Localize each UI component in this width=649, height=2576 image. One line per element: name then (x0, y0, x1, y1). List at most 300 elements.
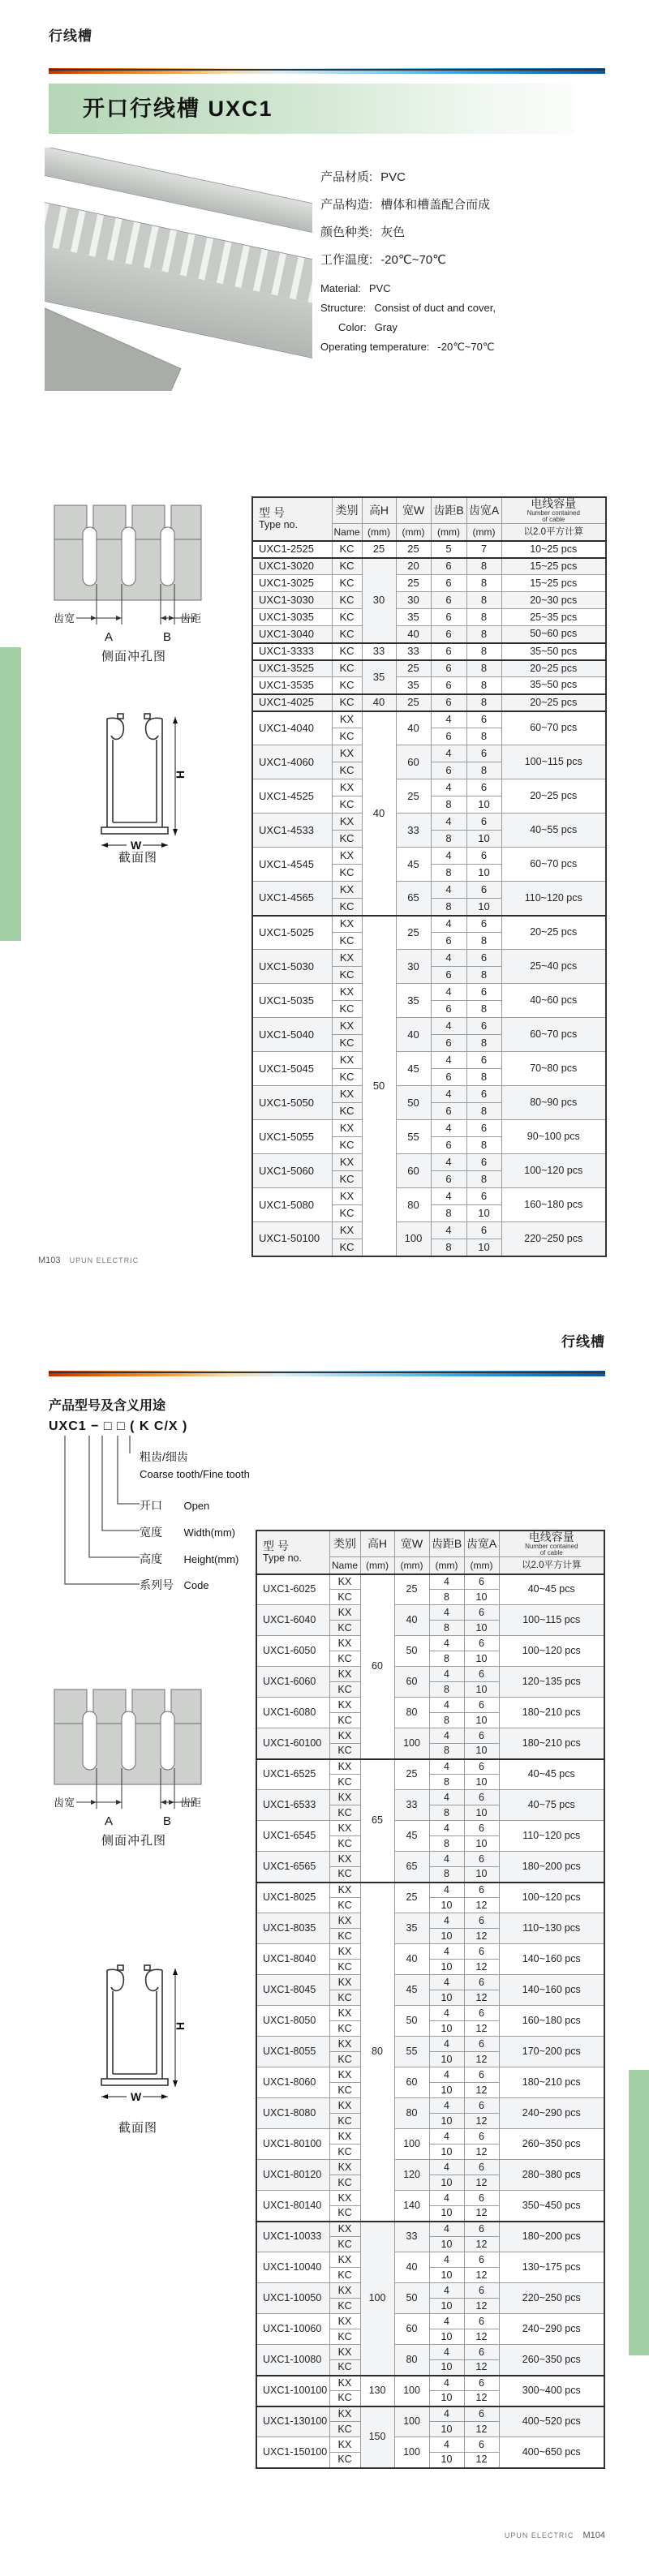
tooth-cell: 6 (464, 2314, 499, 2329)
table-row (256, 1636, 604, 1651)
name-cell: KX (329, 1636, 360, 1651)
type-cell: UXC1-5080 (252, 1188, 332, 1222)
table-row (256, 1821, 604, 1836)
table-row (256, 2191, 604, 2206)
tooth-cell: 12 (464, 2145, 499, 2160)
name-cell: KX (332, 1154, 362, 1171)
pitch-cell: 6 (431, 1137, 466, 1154)
pitch-cell: 6 (431, 694, 466, 711)
width-cell: 25 (396, 694, 431, 711)
pitch-cell: 8 (429, 1775, 464, 1790)
pitch-cell: 6 (431, 575, 466, 592)
type-cell: UXC1-6565 (256, 1852, 329, 1883)
pitch-header: 齿距B (429, 1531, 464, 1557)
pitch-cell: 4 (429, 1636, 464, 1651)
tooth-cell: 12 (464, 2299, 499, 2314)
type-cell: UXC1-2525 (252, 541, 332, 558)
name-cell: KC (332, 728, 362, 745)
page1-product-banner (49, 84, 574, 134)
legend-open: 开口 Open (140, 1499, 210, 1512)
name-cell: KX (332, 916, 362, 933)
width-cell: 45 (394, 1821, 429, 1852)
capacity-cell: 110~120 pcs (501, 882, 606, 916)
table-row (252, 1018, 606, 1035)
height-cell: 50 (362, 916, 396, 1256)
page2-green-sidebar (629, 2070, 649, 2355)
table-row (252, 694, 606, 711)
type-cell: UXC1-8040 (256, 1944, 329, 1975)
width-cell: 25 (396, 575, 431, 592)
name-cell: KX (332, 814, 362, 831)
name-cell: KC (332, 558, 362, 575)
width-cell: 35 (396, 677, 431, 694)
name-cell: KX (332, 984, 362, 1001)
table-row (252, 950, 606, 967)
tooth-cell: 12 (464, 2052, 499, 2067)
name-cell: KX (329, 1913, 360, 1929)
name-cell: KC (329, 1960, 360, 1975)
capacity-cell: 180~200 pcs (499, 1852, 604, 1883)
page2-footer (454, 2531, 605, 2540)
table-row (252, 1154, 606, 1171)
width-cell: 33 (396, 814, 431, 848)
name-cell: KX (329, 2283, 360, 2299)
height-unit: (mm) (360, 1557, 394, 1574)
type-cell: UXC1-50100 (252, 1222, 332, 1256)
table-row (252, 814, 606, 831)
name-cell: KC (332, 1035, 362, 1052)
pitch-cell: 4 (429, 2376, 464, 2391)
type-cell: UXC1-5055 (252, 1120, 332, 1154)
capacity-cell: 180~210 pcs (499, 2067, 604, 2098)
pitch-cell: 4 (429, 1728, 464, 1744)
width-cell: 50 (394, 1636, 429, 1667)
tooth-cell: 8 (466, 1171, 501, 1188)
pitch-cell: 8 (431, 1205, 466, 1222)
name-cell: KC (329, 1775, 360, 1790)
capacity-cell: 35~50 pcs (501, 677, 606, 694)
pitch-cell: 4 (429, 1944, 464, 1960)
capacity-cell: 110~130 pcs (499, 1913, 604, 1944)
pitch-cell: 10 (429, 2299, 464, 2314)
tooth-cell: 6 (464, 2098, 499, 2114)
name-cell: KX (329, 1821, 360, 1836)
name-cell: KX (332, 779, 362, 796)
tooth-unit: (mm) (464, 1557, 499, 1574)
capacity-header-en2: of cable (542, 516, 565, 524)
pitch-cell: 8 (429, 1805, 464, 1821)
width-cell: 50 (394, 2006, 429, 2037)
width-header: 宽W (394, 1531, 429, 1557)
name-cell: KC (329, 1898, 360, 1913)
type-cell: UXC1-3525 (252, 660, 332, 677)
table-row (252, 711, 606, 728)
spec-structure-cn: 产品构造: 槽体和槽盖配合而成 (320, 198, 491, 212)
pitch-cell: 4 (429, 1667, 464, 1682)
tooth-cell: 8 (466, 694, 501, 711)
name-cell: KX (329, 2006, 360, 2021)
pitch-cell: 10 (429, 2021, 464, 2037)
type-cell: UXC1-80100 (256, 2129, 329, 2160)
type-cell: UXC1-3030 (252, 592, 332, 609)
pitch-cell: 10 (429, 1990, 464, 2006)
tooth-cell: 6 (464, 2129, 499, 2145)
name-cell: KX (329, 2406, 360, 2422)
capacity-cell: 180~210 pcs (499, 1728, 604, 1759)
type-cell: UXC1-10040 (256, 2252, 329, 2283)
pitch-cell: 4 (431, 1154, 466, 1171)
pitch-cell: 4 (429, 2067, 464, 2083)
tooth-cell: 6 (464, 1574, 499, 1590)
tooth-cell: 6 (464, 1667, 499, 1682)
width-cell: 30 (396, 592, 431, 609)
tooth-cell: 10 (464, 1867, 499, 1883)
type-cell: UXC1-150100 (256, 2437, 329, 2468)
type-cell: UXC1-5060 (252, 1154, 332, 1188)
capacity-cell: 130~175 pcs (499, 2252, 604, 2283)
page2-page-number: M104 (582, 2531, 605, 2540)
pitch-cell: 6 (431, 592, 466, 609)
tooth-cell: 6 (464, 2406, 499, 2422)
pitch-cell: 8 (431, 899, 466, 916)
name-cell: KX (332, 950, 362, 967)
tooth-pitch-label: 齿距 (180, 612, 202, 625)
height-cell: 80 (360, 1883, 394, 2222)
capacity-cell: 300~400 pcs (499, 2376, 604, 2406)
name-cell: KC (329, 2422, 360, 2437)
tooth-cell: 6 (466, 1120, 501, 1137)
tooth-cell: 6 (464, 2006, 499, 2021)
type-cell: UXC1-4525 (252, 779, 332, 814)
spec-table-2 (256, 1530, 605, 2469)
tooth-cell: 6 (464, 2252, 499, 2268)
punch-diagram-svg (52, 503, 206, 645)
pitch-cell: 4 (429, 1852, 464, 1867)
name-cell: KX (329, 1852, 360, 1867)
name-subheader: Name (329, 1557, 360, 1574)
type-cell: UXC1-3025 (252, 575, 332, 592)
capacity-cell: 20~30 pcs (501, 592, 606, 609)
width-cell: 35 (396, 984, 431, 1018)
capacity-cell: 40~45 pcs (499, 1574, 604, 1605)
width-header: 宽W (396, 497, 431, 524)
pitch-cell: 4 (429, 2098, 464, 2114)
name-cell: KX (329, 1790, 360, 1805)
type-no-header (252, 497, 332, 541)
name-cell: KX (329, 2314, 360, 2329)
pitch-cell: 4 (429, 2222, 464, 2237)
name-cell: KC (329, 2299, 360, 2314)
pitch-cell: 6 (431, 626, 466, 643)
legend-tooth-type (140, 1449, 250, 1480)
tooth-cell: 10 (464, 1590, 499, 1605)
legend-tooth-type-en: Coarse tooth/Fine tooth (140, 1468, 250, 1480)
width-cell: 33 (396, 643, 431, 660)
table-row (256, 1883, 604, 1898)
tooth-cell: 6 (464, 2222, 499, 2237)
spec-structure-en: Structure: Consist of duct and cover, (320, 302, 496, 314)
height-cell: 130 (360, 2376, 394, 2406)
pitch-unit: (mm) (429, 1557, 464, 1574)
capacity-cell: 100~120 pcs (499, 1883, 604, 1913)
pitch-cell: 6 (431, 1001, 466, 1018)
width-cell: 140 (394, 2191, 429, 2222)
section-diagram-2 (91, 1959, 188, 2109)
name-cell: KX (332, 745, 362, 762)
table1-mount-table (251, 496, 607, 1257)
pitch-cell: 6 (431, 660, 466, 677)
width-cell: 50 (394, 2283, 429, 2314)
capacity-cell: 350~450 pcs (499, 2191, 604, 2222)
pitch-cell: 4 (431, 1188, 466, 1205)
name-cell: KX (329, 1698, 360, 1713)
punch-diagram-1 (52, 503, 206, 649)
pitch-cell: 8 (431, 1239, 466, 1256)
type-cell: UXC1-60100 (256, 1728, 329, 1759)
name-cell: KX (329, 2222, 360, 2237)
pitch-cell: 4 (431, 950, 466, 967)
pitch-cell: 10 (429, 1929, 464, 1944)
section-caption-1: 截面图 (118, 851, 157, 865)
table-row (252, 848, 606, 865)
table-row (252, 592, 606, 609)
pitch-cell: 8 (429, 1744, 464, 1759)
type-cell: UXC1-4025 (252, 694, 332, 711)
type-cell: UXC1-130100 (256, 2406, 329, 2437)
capacity-header-cn: 电线容量 (528, 1531, 574, 1543)
table-row (252, 882, 606, 899)
pitch-cell: 4 (429, 2006, 464, 2021)
spec-temperature-en: Operating temperature: -20℃~70℃ (320, 341, 495, 353)
capacity-cell: 50~60 pcs (501, 626, 606, 643)
name-cell: KC (329, 1929, 360, 1944)
width-cell: 40 (394, 2252, 429, 2283)
tooth-cell: 10 (466, 1239, 501, 1256)
height-unit: (mm) (362, 524, 396, 541)
capacity-header-cn: 电线容量 (531, 497, 577, 510)
width-cell: 35 (396, 609, 431, 626)
type-cell: UXC1-6533 (256, 1790, 329, 1821)
width-cell: 100 (394, 2376, 429, 2406)
tooth-cell: 8 (466, 1137, 501, 1154)
name-cell: KC (329, 2453, 360, 2468)
table-row (256, 2345, 604, 2360)
name-cell: KX (329, 1667, 360, 1682)
page1-brand: UPUN ELECTRIC (69, 1256, 140, 1264)
pitch-cell: 4 (429, 2037, 464, 2052)
table-row (256, 1574, 604, 1590)
page1-gradient-bar (49, 68, 605, 74)
dim-a-letter-2: A (105, 1814, 114, 1828)
tooth-cell: 10 (464, 1805, 499, 1821)
table-row (256, 1944, 604, 1960)
pitch-cell: 4 (429, 1883, 464, 1898)
pitch-cell: 10 (429, 2329, 464, 2345)
width-unit: (mm) (396, 524, 431, 541)
pitch-cell: 4 (429, 1574, 464, 1590)
tooth-cell: 12 (464, 1960, 499, 1975)
table-row (256, 1790, 604, 1805)
table-row (252, 677, 606, 694)
capacity-cell: 260~350 pcs (499, 2345, 604, 2376)
tooth-cell: 8 (466, 1001, 501, 1018)
tooth-cell: 6 (464, 2437, 499, 2453)
tooth-cell: 12 (464, 2206, 499, 2222)
model-code: UXC1 − □ □ ( K C/X ) (49, 1419, 188, 1433)
type-cell: UXC1-8025 (256, 1883, 329, 1913)
pitch-cell: 4 (429, 1790, 464, 1805)
name-cell: KX (329, 1975, 360, 1990)
dim-h-letter-2: H (174, 2021, 187, 2030)
table-row (252, 1222, 606, 1239)
punch-caption-1: 侧面冲孔图 (101, 650, 166, 663)
tooth-cell: 10 (464, 1682, 499, 1698)
width-cell: 20 (396, 558, 431, 575)
table-row (252, 916, 606, 933)
name-cell: KX (332, 1120, 362, 1137)
pitch-cell: 4 (431, 882, 466, 899)
table-row (256, 1728, 604, 1744)
pitch-cell: 4 (431, 814, 466, 831)
width-cell: 65 (394, 1852, 429, 1883)
name-cell: KX (329, 2160, 360, 2175)
tooth-cell: 8 (466, 660, 501, 677)
type-cell: UXC1-4533 (252, 814, 332, 848)
capacity-cell: 240~290 pcs (499, 2314, 604, 2345)
width-cell: 40 (396, 1018, 431, 1052)
tooth-cell: 6 (464, 1636, 499, 1651)
type-cell: UXC1-5040 (252, 1018, 332, 1052)
pitch-cell: 4 (429, 2191, 464, 2206)
name-cell: KX (332, 711, 362, 728)
name-cell: KX (329, 2037, 360, 2052)
width-cell: 33 (394, 1790, 429, 1821)
capacity-header (499, 1531, 604, 1557)
capacity-cell: 140~160 pcs (499, 1944, 604, 1975)
tooth-cell: 6 (464, 2160, 499, 2175)
type-cell: UXC1-10080 (256, 2345, 329, 2376)
pitch-cell: 6 (431, 677, 466, 694)
tooth-cell: 8 (466, 558, 501, 575)
name-cell: KC (329, 1836, 360, 1852)
model-meaning-title: 产品型号及含义用途 (49, 1399, 166, 1413)
pitch-cell: 8 (429, 1590, 464, 1605)
pitch-cell: 8 (429, 1651, 464, 1667)
type-cell: UXC1-8055 (256, 2037, 329, 2067)
capacity-cell: 25~40 pcs (501, 950, 606, 984)
name-cell: KX (329, 2376, 360, 2391)
tooth-cell: 12 (464, 2114, 499, 2129)
capacity-note: 以2.0平方计算 (501, 524, 606, 541)
pitch-cell: 4 (429, 2345, 464, 2360)
name-cell: KX (329, 2345, 360, 2360)
tooth-cell: 8 (466, 1069, 501, 1086)
table-row (256, 2129, 604, 2145)
dim-w-letter: W (131, 839, 142, 852)
name-cell: KC (329, 1713, 360, 1728)
page1-footer (38, 1256, 139, 1265)
type-cell: UXC1-6060 (256, 1667, 329, 1698)
capacity-cell: 180~200 pcs (499, 2222, 604, 2252)
table-row (252, 1188, 606, 1205)
name-cell: KX (332, 1052, 362, 1069)
tooth-cell: 6 (464, 1944, 499, 1960)
height-cell: 25 (362, 541, 396, 558)
name-cell: KC (332, 796, 362, 814)
tooth-cell: 10 (466, 899, 501, 916)
pitch-cell: 10 (429, 2206, 464, 2222)
type-cell: UXC1-8060 (256, 2067, 329, 2098)
table-row (252, 779, 606, 796)
page1-section-label: 行线槽 (49, 28, 92, 44)
tooth-cell: 6 (464, 2037, 499, 2052)
name-cell: KC (332, 1103, 362, 1120)
type-cell: UXC1-5025 (252, 916, 332, 950)
type-no-header-en: Type no. (259, 518, 298, 530)
name-cell: KC (329, 2175, 360, 2191)
tooth-cell: 12 (464, 2083, 499, 2098)
name-cell: KX (329, 2129, 360, 2145)
pitch-cell: 8 (429, 1836, 464, 1852)
table-row (256, 1975, 604, 1990)
capacity-cell: 100~115 pcs (499, 1605, 604, 1636)
pitch-cell: 4 (429, 2160, 464, 2175)
tooth-cell: 6 (466, 848, 501, 865)
tooth-cell: 6 (464, 2067, 499, 2083)
name-cell: KC (332, 677, 362, 694)
name-cell: KX (329, 2191, 360, 2206)
capacity-cell: 70~80 pcs (501, 1052, 606, 1086)
name-cell: KC (332, 1239, 362, 1256)
tooth-cell: 6 (466, 882, 501, 899)
width-cell: 40 (396, 711, 431, 745)
name-cell: KC (329, 1590, 360, 1605)
name-cell: KX (329, 2098, 360, 2114)
name-cell: KX (329, 2437, 360, 2453)
pitch-header: 齿距B (431, 497, 466, 524)
tooth-cell: 8 (466, 609, 501, 626)
type-no-header (256, 1531, 329, 1574)
name-cell: KC (332, 1137, 362, 1154)
width-cell: 25 (396, 660, 431, 677)
name-cell: KC (332, 899, 362, 916)
pitch-cell: 10 (429, 2391, 464, 2406)
name-header: 类别 (329, 1531, 360, 1557)
type-cell: UXC1-4545 (252, 848, 332, 882)
type-cell: UXC1-8035 (256, 1913, 329, 1944)
width-cell: 100 (394, 2437, 429, 2468)
name-cell: KX (332, 1188, 362, 1205)
type-cell: UXC1-3035 (252, 609, 332, 626)
tooth-cell: 6 (464, 2283, 499, 2299)
tooth-cell: 6 (464, 1728, 499, 1744)
tooth-cell: 6 (466, 1086, 501, 1103)
type-cell: UXC1-6025 (256, 1574, 329, 1605)
type-cell: UXC1-6040 (256, 1605, 329, 1636)
table-row (256, 2406, 604, 2422)
capacity-cell: 160~180 pcs (501, 1188, 606, 1222)
legend-code: 系列号 Code (140, 1578, 209, 1591)
width-cell: 40 (396, 626, 431, 643)
tooth-cell: 6 (466, 916, 501, 933)
pitch-cell: 6 (431, 967, 466, 984)
height-cell: 40 (362, 694, 396, 711)
capacity-cell: 260~350 pcs (499, 2129, 604, 2160)
legend-height: 高度 Height(mm) (140, 1552, 239, 1565)
type-cell: UXC1-80140 (256, 2191, 329, 2222)
pitch-cell: 10 (429, 2268, 464, 2283)
width-unit: (mm) (394, 1557, 429, 1574)
